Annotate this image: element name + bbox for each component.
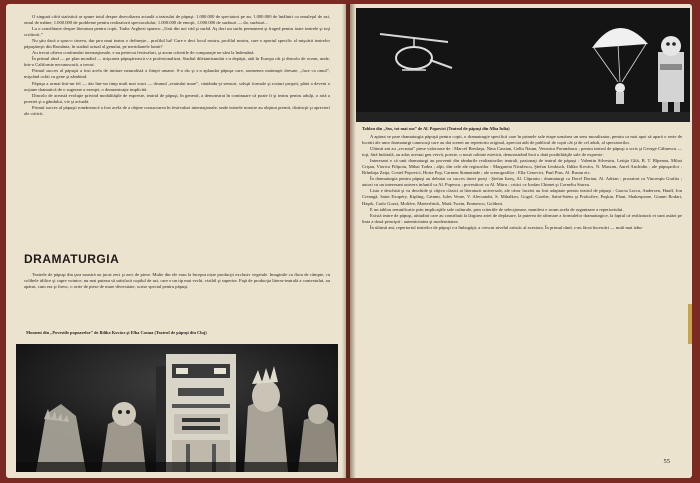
- paragraph: A apărut se pare dramaturgia păpuşii pentru copii, o dramaturgie specifică care în primele sale etape urmărea un sens moralizator, pentru ca mai apoi să apară o serie de lucrări ale unor dramaturgi cunoscuţi care au dat scenei un repertoriu original, apreciat atât de publicul de copii cât şi de cel adult, al spectatorilor.: [362, 134, 682, 146]
- puppet-scene-image: [16, 344, 338, 472]
- paragraph: Interesant e că unii dramaturgi au provenit din rândurile realizatorilor teatrali, pasionaţi de teatrul de păpuşi : Valentin Silvestru, Letiţia Gîtă, B. T. Rîpeanu, Mihai Crişan, Viorica Filipoiu, Mihai Todea ; alţii, din cele ale regizorilor : Margareta Niculescu, Ştefan Lenkisch, Ildiko Kovács, N. Massim, Aurel Anchidin ; ale păpuşarilor : Brînduşa Zaiţa, Costel Popovici, Horia Pop, Carmen Stamatiade ; ale scenografilor : Ella Cenovici, Paul Pius, Al. Rusan etc.: [362, 158, 682, 176]
- paragraph: Teatrele de păpuşi din ţara noastră au jucat zeci şi zeci de piese. Multe din ele erau la început niște producţii exclusiv vegetale. Imaginile cu flora de câmpie, cu colibele idilice şi capre voinice, nu mai puteau să satisfacă copilul de azi, care e un tip mai vechi, vizibil şi superior. Faţă de producţia literar-teatrală a contextului, au apărut, cum era şi firesc, o serie de piese de mare diversitate, scrise special pentru păpuşi.: [24, 272, 330, 290]
- page-edge-marker: [688, 304, 692, 344]
- stage-scene-image: [356, 8, 690, 122]
- paragraph: Păpuşa a urmat într-un fel — dar într-un timp mult mai scurt — drumul „teatrului mare”, căutându-şi sensuri, soluţii formale şi rosturi proprii, până a deveni o acţiune dramatică de o sugerare a esenţei, o demonstraţie implicită.: [24, 80, 330, 92]
- paragraph: O singură cifră statistică ar spune totul despre dezvoltarea actuală a teatrului de păpuşi: 1.000.000 de spectatori pe an, 1.000.000 de întâlniri cu omuleţul de azi, omul de mâine; 1.000.000 de probleme pentru realizatorii spectacolului; 1.000.000 de emoţii, 1.000.000 de surâsuri — da, surâsuri...: [24, 14, 330, 26]
- section-heading: DRAMATURGIA: [24, 252, 120, 266]
- paragraph: Dincolo de această evoluţie privind modalităţile de expresie, teatrul de păpuşi, în general, a demonstrat în continuare că poate fi şi teatru pentru adulţi, o artă a poeziei şi a gândului, vie şi actuală.: [24, 92, 330, 104]
- paragraph: În primul rând — pe plan mondial — mişcarea păpuşărească s-a profesionalizat. Stadiul diletantismului s-a depăşit, atât în Europa cât şi dincolo de ocean, unde, într-o Californie necunoscută, a trecut.: [24, 56, 330, 68]
- book-spread: [6, 4, 696, 478]
- book-gutter: [342, 4, 356, 478]
- paragraph: E un tablou semnificativ prin implicaţiile sale culturale, prin criteriile de selecţionare, manifest e acum acela de organizare a repertoriului.: [370, 206, 624, 212]
- photo-caption: Moment din „Povestile popoarelor” de Ildiko Kovács şi Elba Cosma (Teatrul de păpuşi din Cluj): [26, 330, 207, 335]
- paragraph: Există teatre de păpuşi, atitudini care au contribuit la lărgirea ariei de deplasare, la puterea de afirmare a formulelor dramaturgice, la faptul că realizatorii ei sunt astăzi pe linia a două principii : autenticitatea şi modernitatea.: [362, 212, 682, 224]
- paragraph: În ultimii ani, repertoriul teatrelor de păpuşi s-a îmbogăţit, a crescut nivelul artistic al acestora. În primul rând, s-au făcut încercări — mult mai izbu-: [370, 224, 643, 230]
- main-text-column: [362, 134, 682, 452]
- stage-photo: [356, 8, 690, 122]
- section-text: [24, 272, 330, 322]
- puppet-show-photo: [16, 344, 338, 472]
- paragraph: Primul succes al păpuşii a fost acela de imitare naturalistă a fiinţei umane. S-a râs şi s-a aplaudat păpuşa care, asemenea maimuţei dresate, „face ca omul”, mişcând ochii cu gene şi zâmbind.: [24, 68, 330, 80]
- paragraph: Au trecut câteva confruntări internaţionale, s-au petrecut festivaluri, şi acum criteriile de comparaţie ne sânt la îndemână.: [32, 50, 255, 56]
- intro-text-column: [24, 14, 330, 246]
- page-number: 55: [663, 458, 670, 465]
- paragraph: Nu ştiu dacă a spus-o cineva, dar ţara unui teatru o defineşte... profilul lui! Care e deci locul nostru, profilul nostru, care e aportul specific al mişcării teatrelor păpuşăreşti din România, în stadiul actual al genului, pe meridianele lumii?: [24, 38, 330, 50]
- paragraph: Primul succes al păpuşii românească a fost acela de a obţine consacrarea în festivaluri internaţionale, unde teatrele noastre au obţinut premii, distincţii şi aprecieri ale criticii.: [24, 104, 330, 116]
- right-page: [350, 4, 692, 478]
- paragraph: Lista e deschisă şi va deschide şi câţiva clasici ai literaturii universale, ale căror lucrări au fost adaptate pentru teatrul de păpuşi : Garcia Lorca, Andersen, Hauff, Ion Creangă, Saint Exupéry, Kipling, Grimm, Jules Verne, V. Alecsandri, S. Mihalkov, Gogol, Goethe, Saint-Saëns şi Prokofiev, Puşkin, Plaut, Shakespeare, Gianni Rodari, Haşek, Carlo Gozzi, Molière, Maeterlinck, Mark Twain, Eminescu, Goldoni.: [362, 188, 682, 206]
- paragraph: La o consfătuire despre literatura pentru copii, Tudor Arghezi spunea: „Unii din noi văd şi surâd. Aş dori un surâs permanent şi fraged pentru toate teatrele şi toţi scriitorii.”: [24, 26, 330, 38]
- left-page: [6, 4, 346, 478]
- photo-caption: Tablou din „Sus, tot mai sus” de Al. Popovici (Teatrul de păpuşi din Alba Iulia): [362, 126, 510, 131]
- paragraph: Ultimii ani au „recrutat” piese valoroase de : Marcel Breslaşu, Nina Cassian, Gellu Naum, Veronica Porumbacu ; pentru teatrul de păpuşi a scris şi George Călinescu — toţi, fără îndoială, au adus acestui gen vervă, poezie, o nouă calitate estetică, demonstrând încă o dată posibilităţile sale de expresie.: [362, 146, 682, 158]
- paragraph: În dramaturgia pentru păpuşi au debutat cu succes tineri poeţi : Ştefan Iureş, Al. Căprariu ; dramaturgi ca Dorel Dorian, Al. Adrian ; prozatori ca Vincenţiu Grafiia ; autori cu un interesant univers infantil ca Al. Popescu ; povestitori ca Al. Mitru ; critici ca Iordan Chimet şi Corneliu Sturzu.: [362, 176, 682, 188]
